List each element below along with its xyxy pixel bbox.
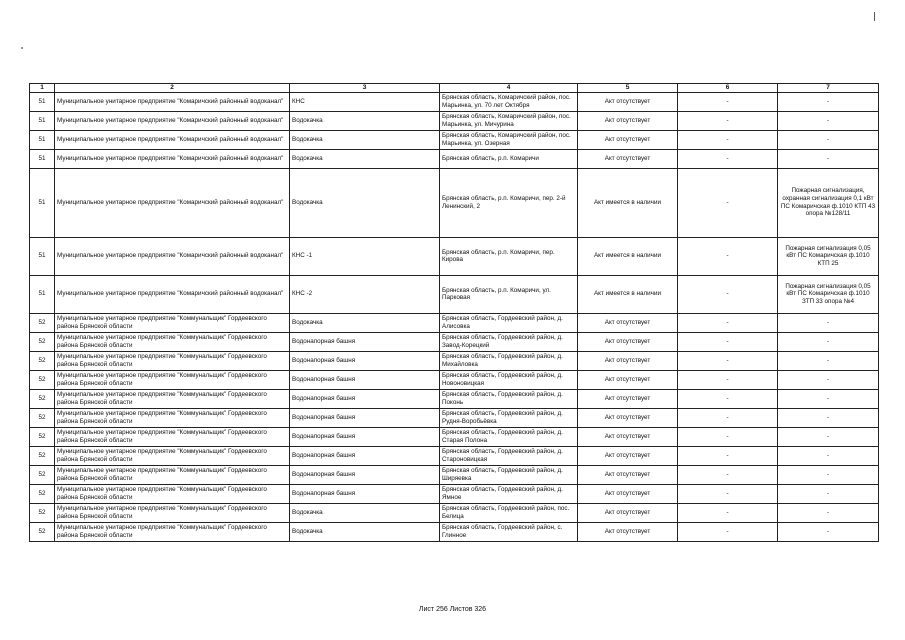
organization-name: Муниципальное унитарное предприятие "Коммунальщик" Гордеевского района Брянской области — [55, 446, 290, 465]
object-address: Брянская область, р.п. Комаричи, пер. Кирова — [440, 237, 578, 275]
column-7-value: - — [778, 332, 879, 351]
object-address: Брянская область, р.п. Комаричи, пер. 2-й Ленинский, 2 — [440, 168, 578, 237]
column-6-value: - — [678, 427, 778, 446]
object-name: Водокачка — [290, 168, 440, 237]
row-number: 52 — [30, 427, 55, 446]
column-7-value: Пожарная сигнализация 0,05 кВт ПС Комаричская ф.1010 ЗТП 33 опора №4 — [778, 275, 879, 313]
header-cell: 3 — [290, 84, 440, 93]
object-name: Водокачка — [290, 111, 440, 130]
header-row — [30, 84, 879, 93]
act-status: Акт отсутствует — [578, 130, 678, 149]
column-7-value: - — [778, 427, 879, 446]
act-status: Акт отсутствует — [578, 332, 678, 351]
header-cell: 7 — [778, 84, 879, 93]
column-6-value: - — [678, 332, 778, 351]
object-name: Водонапорная башня — [290, 351, 440, 370]
row-number: 52 — [30, 522, 55, 541]
object-name: КНС -2 — [290, 275, 440, 313]
act-status: Акт имеется в наличии — [578, 275, 678, 313]
row-number: 52 — [30, 446, 55, 465]
table-row — [30, 408, 879, 427]
header-cell: 1 — [30, 84, 55, 93]
act-status: Акт имеется в наличии — [578, 168, 678, 237]
organization-name: Муниципальное унитарное предприятие "Коммунальщик" Гордеевского района Брянской области — [55, 332, 290, 351]
column-6-value: - — [678, 465, 778, 484]
row-number: 51 — [30, 168, 55, 237]
act-status: Акт отсутствует — [578, 149, 678, 168]
act-status: Акт отсутствует — [578, 427, 678, 446]
object-name: Водонапорная башня — [290, 446, 440, 465]
column-7-value: - — [778, 389, 879, 408]
organization-name: Муниципальное унитарное предприятие "Коммунальщик" Гордеевского района Брянской области — [55, 351, 290, 370]
table-row — [30, 313, 879, 332]
table-row — [30, 92, 879, 111]
column-7-value: - — [778, 111, 879, 130]
organization-name: Муниципальное унитарное предприятие "Коммунальщик" Гордеевского района Брянской области — [55, 408, 290, 427]
object-name: КНС -1 — [290, 237, 440, 275]
act-status: Акт отсутствует — [578, 92, 678, 111]
object-address: Брянская область, Гордеевский район, д. Ширяевка — [440, 465, 578, 484]
table-row — [30, 130, 879, 149]
act-status: Акт отсутствует — [578, 111, 678, 130]
header-cell: 4 — [440, 84, 578, 93]
table-row — [30, 484, 879, 503]
act-status: Акт отсутствует — [578, 313, 678, 332]
object-address: Брянская область, Гордеевский район, д. Новоновицкая — [440, 370, 578, 389]
row-number: 51 — [30, 149, 55, 168]
object-address: Брянская область, Комаричский район, пос. Марьинка, ул. Озерная — [440, 130, 578, 149]
table-row — [30, 503, 879, 522]
column-7-value: - — [778, 92, 879, 111]
header-cell: 6 — [678, 84, 778, 93]
object-name: Водонапорная башня — [290, 408, 440, 427]
act-status: Акт отсутствует — [578, 446, 678, 465]
column-6-value: - — [678, 149, 778, 168]
act-status: Акт имеется в наличии — [578, 237, 678, 275]
object-name: КНС — [290, 92, 440, 111]
act-status: Акт отсутствует — [578, 503, 678, 522]
row-number: 52 — [30, 370, 55, 389]
row-number: 51 — [30, 275, 55, 313]
column-6-value: - — [678, 351, 778, 370]
table-row — [30, 465, 879, 484]
column-6-value: - — [678, 446, 778, 465]
object-name: Водонапорная башня — [290, 465, 440, 484]
column-6-value: - — [678, 408, 778, 427]
column-6-value: - — [678, 313, 778, 332]
column-6-value: - — [678, 522, 778, 541]
column-7-value: - — [778, 503, 879, 522]
row-number: 52 — [30, 332, 55, 351]
organization-name: Муниципальное унитарное предприятие "Коммунальщик" Гордеевского района Брянской области — [55, 484, 290, 503]
object-name: Водонапорная башня — [290, 332, 440, 351]
column-7-value: - — [778, 522, 879, 541]
object-name: Водокачка — [290, 503, 440, 522]
column-7-value: - — [778, 465, 879, 484]
act-status: Акт отсутствует — [578, 389, 678, 408]
organization-name: Муниципальное унитарное предприятие "Коммунальщик" Гордеевского района Брянской области — [55, 313, 290, 332]
column-6-value: - — [678, 237, 778, 275]
act-status: Акт отсутствует — [578, 465, 678, 484]
object-address: Брянская область, Гордеевский район, д. Ямное — [440, 484, 578, 503]
data-table — [29, 83, 879, 542]
column-7-value: Пожарная сигнализация 0,05 кВт ПС Комаричская ф.1010 КТП 25 — [778, 237, 879, 275]
organization-name: Муниципальное унитарное предприятие "Комаричский районный водоканал" — [55, 149, 290, 168]
object-address: Брянская область, Комаричский район, пос. Марьинка, ул. 70 лет Октября — [440, 92, 578, 111]
column-7-value: - — [778, 370, 879, 389]
organization-name: Муниципальное унитарное предприятие "Коммунальщик" Гордеевского района Брянской области — [55, 522, 290, 541]
table-row — [30, 446, 879, 465]
organization-name: Муниципальное унитарное предприятие "Комаричский районный водоканал" — [55, 237, 290, 275]
row-number: 51 — [30, 237, 55, 275]
column-6-value: - — [678, 111, 778, 130]
column-7-value: Пожарная сигнализация, охранная сигнализация 0,1 кВт ПС Комаричская ф.1010 КТП 43 опора №128/11 — [778, 168, 879, 237]
act-status: Акт отсутствует — [578, 484, 678, 503]
object-name: Водокачка — [290, 313, 440, 332]
row-number: 51 — [30, 92, 55, 111]
column-6-value: - — [678, 370, 778, 389]
organization-name: Муниципальное унитарное предприятие "Коммунальщик" Гордеевского района Брянской области — [55, 389, 290, 408]
organization-name: Муниципальное унитарное предприятие "Комаричский районный водоканал" — [55, 168, 290, 237]
scan-speck — [21, 47, 23, 49]
column-7-value: - — [778, 149, 879, 168]
table-row — [30, 332, 879, 351]
column-6-value: - — [678, 130, 778, 149]
organization-name: Муниципальное унитарное предприятие "Коммунальщик" Гордеевского района Брянской области — [55, 427, 290, 446]
object-address: Брянская область, Гордеевский район, д. Староновицкая — [440, 446, 578, 465]
column-6-value: - — [678, 389, 778, 408]
row-number: 52 — [30, 484, 55, 503]
object-address: Брянская область, р.п. Комаричи, ул. Парковая — [440, 275, 578, 313]
row-number: 51 — [30, 111, 55, 130]
object-name: Водокачка — [290, 522, 440, 541]
object-name: Водокачка — [290, 130, 440, 149]
table-row — [30, 168, 879, 237]
row-number: 52 — [30, 408, 55, 427]
column-7-value: - — [778, 351, 879, 370]
row-number: 52 — [30, 503, 55, 522]
object-name: Водонапорная башня — [290, 370, 440, 389]
table-row — [30, 427, 879, 446]
act-status: Акт отсутствует — [578, 522, 678, 541]
table-row — [30, 522, 879, 541]
column-7-value: - — [778, 313, 879, 332]
column-6-value: - — [678, 168, 778, 237]
table-row — [30, 111, 879, 130]
row-number: 52 — [30, 351, 55, 370]
object-address: Брянская область, Гордеевский район, д. Рудня-Воробьёвка — [440, 408, 578, 427]
header-cell: 5 — [578, 84, 678, 93]
object-address: Брянская область, Комаричский район, пос. Марьинка, ул. Мичурина — [440, 111, 578, 130]
column-6-value: - — [678, 503, 778, 522]
object-name: Водонапорная башня — [290, 389, 440, 408]
table-row — [30, 389, 879, 408]
organization-name: Муниципальное унитарное предприятие "Комаричский районный водоканал" — [55, 92, 290, 111]
column-6-value: - — [678, 275, 778, 313]
scan-mark — [874, 12, 875, 21]
table-row — [30, 237, 879, 275]
column-7-value: - — [778, 446, 879, 465]
act-status: Акт отсутствует — [578, 351, 678, 370]
object-address: Брянская область, Гордеевский район, пос. Белица — [440, 503, 578, 522]
row-number: 52 — [30, 465, 55, 484]
object-address: Брянская область, Гордеевский район, д. Старая Полона — [440, 427, 578, 446]
table-row — [30, 275, 879, 313]
table-row — [30, 351, 879, 370]
header-cell: 2 — [55, 84, 290, 93]
object-address: Брянская область, Гордеевский район, с. Глинное — [440, 522, 578, 541]
act-status: Акт отсутствует — [578, 370, 678, 389]
object-address: Брянская область, Гордеевский район, д. Завод-Корецкий — [440, 332, 578, 351]
organization-name: Муниципальное унитарное предприятие "Коммунальщик" Гордеевского района Брянской области — [55, 465, 290, 484]
column-7-value: - — [778, 130, 879, 149]
table-row — [30, 370, 879, 389]
organization-name: Муниципальное унитарное предприятие "Комаричский районный водоканал" — [55, 111, 290, 130]
column-6-value: - — [678, 92, 778, 111]
object-address: Брянская область, Гордеевский район, д. Михайловка — [440, 351, 578, 370]
column-7-value: - — [778, 484, 879, 503]
object-name: Водонапорная башня — [290, 484, 440, 503]
table-row — [30, 149, 879, 168]
object-name: Водокачка — [290, 149, 440, 168]
object-address: Брянская область, р.п. Комаричи — [440, 149, 578, 168]
row-number: 51 — [30, 130, 55, 149]
page-footer: Лист 256 Листов 326 — [418, 606, 487, 613]
column-7-value: - — [778, 408, 879, 427]
act-status: Акт отсутствует — [578, 408, 678, 427]
object-address: Брянская область, Гордеевский район, д. Поконь — [440, 389, 578, 408]
column-6-value: - — [678, 484, 778, 503]
organization-name: Муниципальное унитарное предприятие "Коммунальщик" Гордеевского района Брянской области — [55, 370, 290, 389]
organization-name: Муниципальное унитарное предприятие "Комаричский районный водоканал" — [55, 275, 290, 313]
organization-name: Муниципальное унитарное предприятие "Коммунальщик" Гордеевского района Брянской области — [55, 503, 290, 522]
organization-name: Муниципальное унитарное предприятие "Комаричский районный водоканал" — [55, 130, 290, 149]
object-name: Водонапорная башня — [290, 427, 440, 446]
object-address: Брянская область, Гордеевский район, д. Алисовка — [440, 313, 578, 332]
row-number: 52 — [30, 313, 55, 332]
row-number: 52 — [30, 389, 55, 408]
